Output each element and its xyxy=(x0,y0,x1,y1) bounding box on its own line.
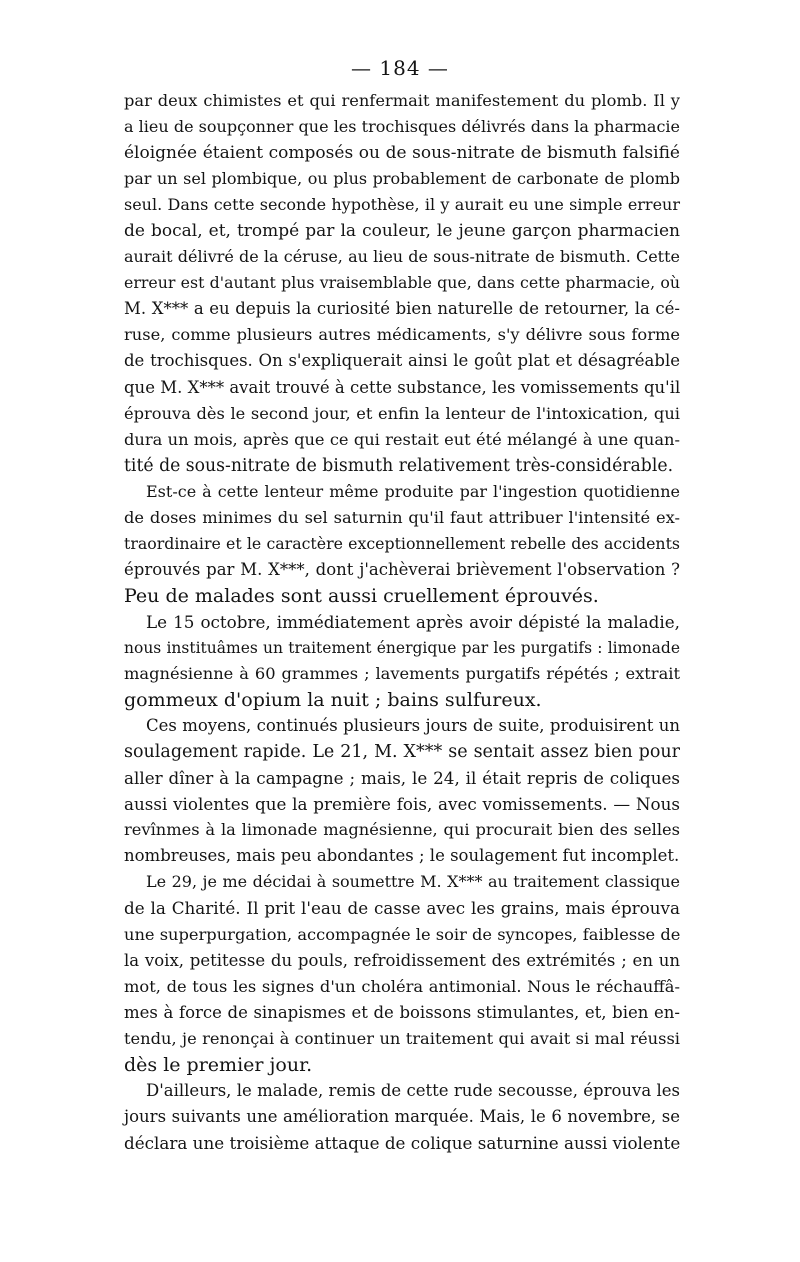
text-line: Ces moyens, continués plusieurs jours de suite, produisirent un xyxy=(146,716,680,736)
text-line: tité de sous-nitrate de bismuth relativement très-considérable. xyxy=(124,455,674,476)
text-line: Peu de malades sont aussi cruellement éprouvés. xyxy=(124,584,599,607)
paragraph xyxy=(124,88,680,479)
text-line: Le 29, je me décidai à soumettre M. X*** au traitement classique xyxy=(146,872,680,892)
text-line: traordinaire et le caractère exceptionnellement rebelle des accidents xyxy=(124,533,680,553)
text-line: Le 15 octobre, immédiatement après avoir dépisté la maladie, xyxy=(146,611,680,632)
text-line: ruse, comme plusieurs autres médicaments, s'y délivre sous forme xyxy=(124,325,680,345)
text-line: mot, de tous les signes d'un choléra antimonial. Nous le réchauffâ- xyxy=(124,976,680,996)
text-line: gommeux d'opium la nuit ; bains sulfureux. xyxy=(124,689,542,712)
paragraph xyxy=(124,869,680,1077)
text-line: aurait délivré de la céruse, au lieu de sous-nitrate de bismuth. Cette xyxy=(124,247,680,267)
text-line: Est-ce à cette lenteur même produite par l'ingestion quotidienne xyxy=(146,481,680,501)
text-line: de la Charité. Il prit l'eau de casse avec les grains, mais éprouva xyxy=(124,898,680,919)
text-line: éloignée étaient composés ou de sous-nitrate de bismuth falsifié xyxy=(124,143,680,164)
paragraph xyxy=(124,1078,680,1156)
text-line: éprouva dès le second jour, et enfin la lenteur de l'intoxication, qui xyxy=(124,403,680,423)
text-line: revînmes à la limonade magnésienne, qui procurait bien des selles xyxy=(124,820,680,840)
text-line: de bocal, et, trompé par la couleur, le jeune garçon pharmacien xyxy=(124,221,680,242)
text-line: par un sel plombique, ou plus probablement de carbonate de plomb xyxy=(124,169,680,189)
text-line: de trochisques. On s'expliquerait ainsi le goût plat et désagréable xyxy=(124,351,680,371)
text-line: a lieu de soupçonner que les trochisques délivrés dans la pharmacie xyxy=(124,117,680,137)
text-line: M. X*** a eu depuis la curiosité bien naturelle de retourner, la cé- xyxy=(124,299,680,319)
text-line: seul. Dans cette seconde hypothèse, il y aurait eu une simple erreur xyxy=(124,195,680,215)
text-line: tendu, je renonçai à continuer un traitement qui avait si mal réussi xyxy=(124,1028,680,1048)
text-line: dès le premier jour. xyxy=(124,1053,313,1076)
text-line: de doses minimes du sel saturnin qu'il faut attribuer l'intensité ex- xyxy=(124,507,680,527)
text-line: erreur est d'autant plus vraisemblable que, dans cette pharmacie, où xyxy=(124,273,680,293)
text-line: éprouvés par M. X***, dont j'achèverai brièvement l'observation ? xyxy=(124,559,680,579)
paragraph xyxy=(124,479,680,609)
text-line: soulagement rapide. Le 21, M. X*** se sentait assez bien pour xyxy=(124,742,680,763)
text-line: magnésienne à 60 grammes ; lavements purgatifs répétés ; extrait xyxy=(124,664,680,684)
page-number: — 184 — xyxy=(351,56,449,80)
paragraph xyxy=(124,609,680,713)
text-line: une superpurgation, accompagnée le soir de syncopes, faiblesse de xyxy=(124,924,681,944)
body-text xyxy=(124,88,680,1156)
text-line: mes à force de sinapismes et de boissons stimulantes, et, bien en- xyxy=(124,1002,680,1022)
text-line: que M. X*** avait trouvé à cette substance, les vomissements qu'il xyxy=(124,377,681,397)
text-line: D'ailleurs, le malade, remis de cette rude secousse, éprouva les xyxy=(146,1080,680,1100)
text-line: jours suivants une amélioration marquée. Mais, le 6 novembre, se xyxy=(124,1106,680,1126)
text-line: nous instituâmes un traitement énergique par les purgatifs : limonade xyxy=(124,638,680,657)
text-line: aller dîner à la campagne ; mais, le 24, il était repris de coliques xyxy=(124,768,680,789)
text-line: la voix, petitesse du pouls, refroidissement des extrémités ; en un xyxy=(124,950,680,970)
paragraph xyxy=(124,713,680,869)
text-line: déclara une troisième attaque de colique saturnine aussi violente xyxy=(124,1132,681,1153)
text-line: par deux chimistes et qui renfermait manifestement du plomb. Il y xyxy=(124,91,680,110)
text-line: nombreuses, mais peu abondantes ; le soulagement fut incomplet. xyxy=(124,846,680,866)
text-line: dura un mois, après que ce qui restait eut été mélangé à une quan- xyxy=(124,429,680,449)
text-line: aussi violentes que la première fois, avec vomissements. — Nous xyxy=(124,794,680,815)
